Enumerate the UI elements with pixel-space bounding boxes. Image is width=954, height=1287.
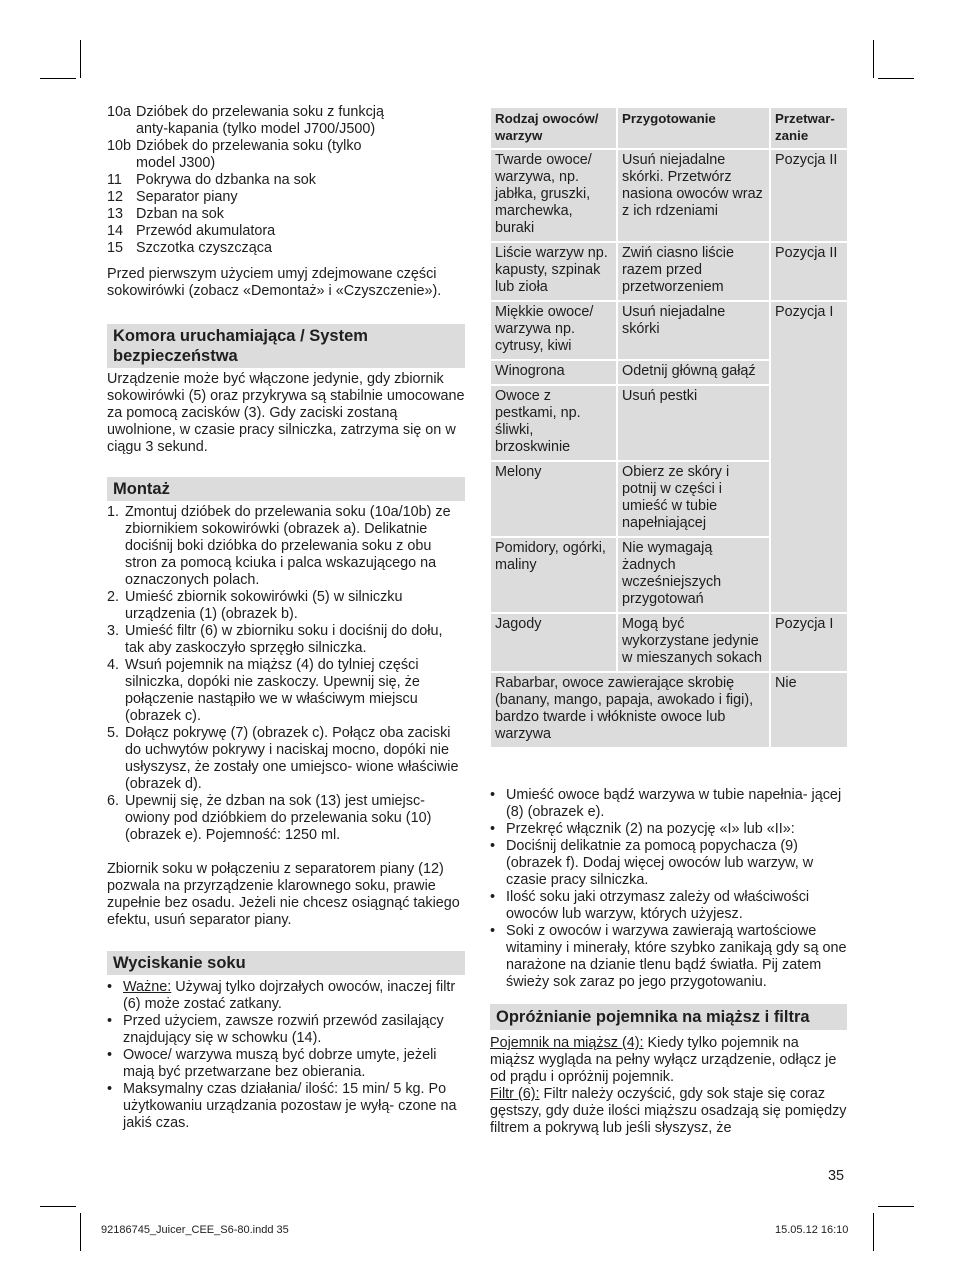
table-row: Owoce z pestkami, np. śliwki, brzoskwinie Usuń pestki: [490, 385, 848, 461]
crop-mark: [873, 40, 874, 78]
crop-mark: [878, 1206, 914, 1207]
right-column: [490, 787, 847, 1137]
filter-paragraph: Filtr (6): Filtr należy oczyścić, gdy sok staje się coraz gęstszy, gdy duże ilości miąższu osadzają się pomiędzy filtrem a pokrywą lub jeśli słyszysz, że: [490, 1086, 847, 1136]
list-item: • Przekręć włącznik (2) na pozycję «I» lub «II»:: [490, 821, 795, 837]
list-item: • Dociśnij delikatnie za pomocą popychacza (9) (obrazek f). Dodaj więcej owoców lub warzyw, w czasie pracy silniczka.: [490, 838, 814, 888]
table-row: Winogrona Odetnij główną gałąź: [490, 360, 848, 385]
list-item: • Przed użyciem, zawsze rozwiń przewód zasilający znajdujący się w schowku (14).: [107, 1013, 444, 1046]
table-header-row: [490, 107, 848, 149]
footer-timestamp: 15.05.12 16:10: [775, 1224, 849, 1236]
table-row: Rabarbar, owoce zawierające skrobię (banany, mango, papaja, awokado i figi), bardzo twarde i włókniste owoce lub warzywa Nie: [490, 672, 848, 748]
crop-mark: [80, 1213, 81, 1251]
list-item: 3. Umieść filtr (6) w zbiorniku soku i dociśnij do dołu, tak aby zaskoczyło sprzęgło silniczka.: [107, 623, 443, 656]
list-item: 10b Dzióbek do przelewania soku (tylko model J300): [107, 138, 362, 171]
column-header: Przetwar- zanie: [770, 107, 848, 149]
list-item: 13 Dzban na sok: [107, 206, 224, 222]
table-row: Twarde owoce/ warzywa, np. jabłka, gruszki, marchewka, buraki Usuń niejadalne skórki. Przetwórz nasiona owoców wraz z ich rdzeniami Pozycja II: [490, 149, 848, 242]
juicing-steps-bullets: [490, 787, 847, 991]
table-row: Melony Obierz ze skóry i potnij w części i umieść w tubie napełniającej: [490, 461, 848, 537]
list-item: • Owoce/ warzywa muszą być dobrze umyte, jeżeli mają być przetwarzane bez obierania.: [107, 1047, 437, 1080]
table-row: Jagody Mogą być wykorzystane jedynie w mieszanych sokach Pozycja I: [490, 613, 848, 672]
list-item: 15 Szczotka czyszcząca: [107, 240, 272, 256]
section-heading-juicing: Wyciskanie soku: [107, 951, 465, 975]
table-row: Liście warzyw np. kapusty, szpinak lub zioła Zwiń ciasno liście razem przed przetworzeniem Pozycja II: [490, 242, 848, 301]
table-row: Pomidory, ogórki, maliny Nie wymagają żadnych wcześniejszych przygotowań: [490, 537, 848, 613]
crop-mark: [878, 78, 914, 79]
crop-mark: [40, 1206, 76, 1207]
section-heading-safety: Komora uruchamiająca / System bezpieczeństwa: [107, 324, 465, 368]
list-item: 5. Dołącz pokrywę (7) (obrazek c). Połącz oba zaciski do uchwytów pokrywy i naciskaj mocno, dopóki nie usłyszysz, że zostały one umiejsco- wione właściwie (obrazek d).: [107, 725, 459, 792]
list-item: • Maksymalny czas działania/ ilość: 15 min/ 5 kg. Po użytkowaniu urządzania pozostaw je wyłą- czone na jakiś czas.: [107, 1081, 457, 1131]
crop-mark: [40, 78, 76, 79]
crop-mark: [873, 1213, 874, 1251]
column-header: Rodzaj owoców/ warzyw: [490, 107, 617, 149]
safety-paragraph: Urządzenie może być włączone jedynie, gdy zbiornik sokowirówki (5) oraz przykrywa są stabilnie umocowane za pomocą zacisków (3). Gdy zaciski zostaną uwolnione, w czasie pracy silniczka, zatrzyma się on w ciągu 3 sekund.: [107, 371, 465, 455]
list-item: 2. Umieść zbiornik sokowirówki (5) w silniczku urządzenia (1) (obrazek b).: [107, 589, 403, 622]
juicing-bullets: [107, 979, 465, 1132]
list-item: 14 Przewód akumulatora: [107, 223, 276, 239]
section-heading-assembly: Montaż: [107, 477, 465, 501]
list-item: • Ilość soku jaki otrzymasz zależy od właściwości owoców lub warzyw, których użyjesz.: [490, 889, 810, 922]
intro-paragraph: Przed pierwszym użyciem umyj zdejmowane części sokowirówki (zobacz «Demontaż» i «Czyszczenie»).: [107, 266, 442, 299]
left-column: [107, 104, 465, 1132]
list-item: • Ważne: Używaj tylko dojrzałych owoców, inaczej filtr (6) może zostać zatkany.: [107, 979, 456, 1012]
list-item: 4. Wsuń pojemnik na miąższ (4) do tylniej części silniczka, dopóki nie zaskoczy. Upewnij się, że połączenie nastąpiło we w właściwym miejscu (obrazek c).: [107, 657, 420, 724]
list-item: 1. Zmontuj dzióbek do przelewania soku (10a/10b) ze zbiornikiem sokowirówki (obrazek a). Delikatnie dociśnij boki dzióbka do przelewania soku z obu stron za pomocą kciuka i palca wskazującego na oznaczonych polach.: [107, 504, 451, 588]
table-row: Miękkie owoce/ warzywa np. cytrusy, kiwi Usuń niejadalne skórki Pozycja I: [490, 301, 848, 360]
assembly-note: Zbiornik soku w połączeniu z separatorem piany (12) pozwala na przyrządzenie klarownego soku, prawie zupełnie bez osadu. Jeżeli nie chcesz osiągnąć takiego efektu, usuń separator piany.: [107, 861, 460, 928]
list-item: 11 Pokrywa do dzbanka na sok: [107, 172, 316, 188]
list-item: 6. Upewnij się, że dzban na sok (13) jest umiejsc- owiony pod dzióbkiem do przelewania soku (10) (obrazek e). Pojemność: 1250 ml.: [107, 793, 432, 843]
crop-mark: [80, 40, 81, 78]
list-item: • Umieść owoce bądź warzywa w tubie napełnia- jącej (8) (obrazek e).: [490, 787, 842, 820]
section-heading-emptying: Opróżnianie pojemnika na miąższ i filtra: [490, 1004, 847, 1030]
assembly-steps: [107, 504, 465, 844]
footer-filename: 92186745_Juicer_CEE_S6-80.indd 35: [101, 1224, 289, 1236]
preparation-table: [489, 106, 849, 749]
important-label: Ważne:: [123, 979, 172, 995]
list-item: • Soki z owoców i warzywa zawierają wartościowe witaminy i minerały, które szybko zanikają gdy są one narażone na dzianie tlenu bądź światła. Pij zatem świeży sok zaraz po jego przygotowaniu.: [490, 923, 847, 990]
page-number: 35: [828, 1168, 845, 1184]
parts-list: [107, 104, 465, 257]
list-item: 10a Dzióbek do przelewania soku z funkcją anty-kapania (tylko model J700/J500): [107, 104, 384, 137]
list-item: 12 Separator piany: [107, 189, 238, 205]
pulp-container-paragraph: Pojemnik na miąższ (4): Kiedy tylko pojemnik na miąższ wygląda na pełny wyłącz urządzenie, odłącz je od prądu i opróżnij pojemnik.: [490, 1035, 837, 1085]
column-header: Przygotowanie: [617, 107, 770, 149]
